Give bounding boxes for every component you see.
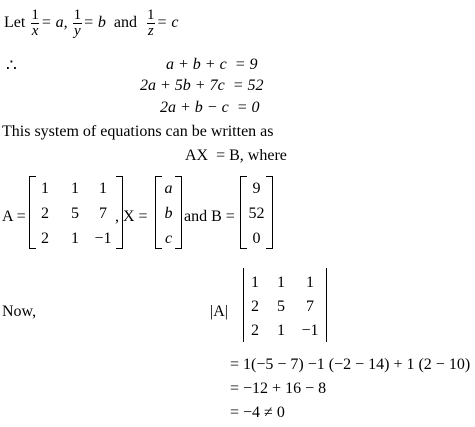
matrix-a-cell: 1	[41, 180, 49, 197]
matrix-x-cell: a	[164, 180, 173, 197]
matrix-b-cell: 52	[248, 205, 265, 222]
matrix-a-cell: 1	[71, 180, 79, 197]
det-cell: 2	[251, 322, 259, 339]
matrix-a-cell: 2	[41, 230, 49, 247]
matrix-b-cell: 9	[252, 180, 261, 197]
fraction-one-over-y: $\frac{1}{y}$	[73, 6, 82, 39]
let-word: Let	[4, 14, 26, 31]
matrix-x-cell: c	[164, 230, 173, 247]
matrix-a-cell: 2	[41, 205, 49, 222]
now-label: Now,	[2, 303, 37, 320]
fraction-one-over-x: $\frac{1}{x}$	[31, 6, 39, 39]
det-cell: 1	[277, 274, 285, 291]
equals-c: = c	[156, 14, 179, 31]
det-cell: 5	[277, 298, 285, 315]
let-line	[4, 4, 178, 42]
step-1: = 1(−5 − 7) −1 (−2 − 14) + 1 (2 − 10)	[230, 356, 471, 373]
and-word: and	[113, 14, 138, 31]
matrix-x	[155, 176, 182, 249]
equals-b: = b	[83, 14, 106, 31]
det-cell: −1	[301, 322, 319, 339]
matrix-a-cell: −1	[94, 230, 112, 247]
determinant-a	[243, 268, 327, 342]
det-cell: 1	[277, 322, 285, 339]
matrix-a-cell: 5	[71, 205, 79, 222]
matrix-b	[240, 176, 273, 249]
equation-1: a + b + c = 9	[166, 56, 258, 73]
ax-equals-b: AX = B, where	[185, 147, 287, 164]
matrix-b-label: and B =	[184, 208, 235, 225]
matrix-x-label: , X =	[115, 208, 148, 225]
equals-a: = a,	[40, 14, 68, 31]
matrix-a-label: A =	[2, 208, 26, 225]
matrix-a-cell: 1	[71, 230, 79, 247]
equation-3: 2a + b − c = 0	[160, 99, 260, 116]
matrix-b-cell: 0	[252, 230, 261, 247]
det-cell: 2	[251, 298, 259, 315]
matrix-a	[29, 176, 123, 249]
matrix-a-cell: 1	[99, 180, 107, 197]
system-text: This system of equations can be written as	[2, 123, 274, 140]
det-cell: 7	[306, 298, 314, 315]
det-cell: 1	[306, 274, 314, 291]
matrix-x-cell: b	[164, 205, 173, 222]
step-2: = −12 + 16 − 8	[230, 380, 327, 397]
det-label: |A|	[210, 303, 228, 320]
matrix-a-cell: 7	[99, 205, 107, 222]
equation-2: 2a + 5b + 7c = 52	[140, 77, 264, 94]
det-cell: 1	[251, 274, 259, 291]
fraction-one-over-z: $\frac{1}{z}$	[147, 6, 155, 39]
therefore-symbol: ∴	[6, 56, 17, 75]
step-3: = −4 ≠ 0	[230, 404, 285, 421]
